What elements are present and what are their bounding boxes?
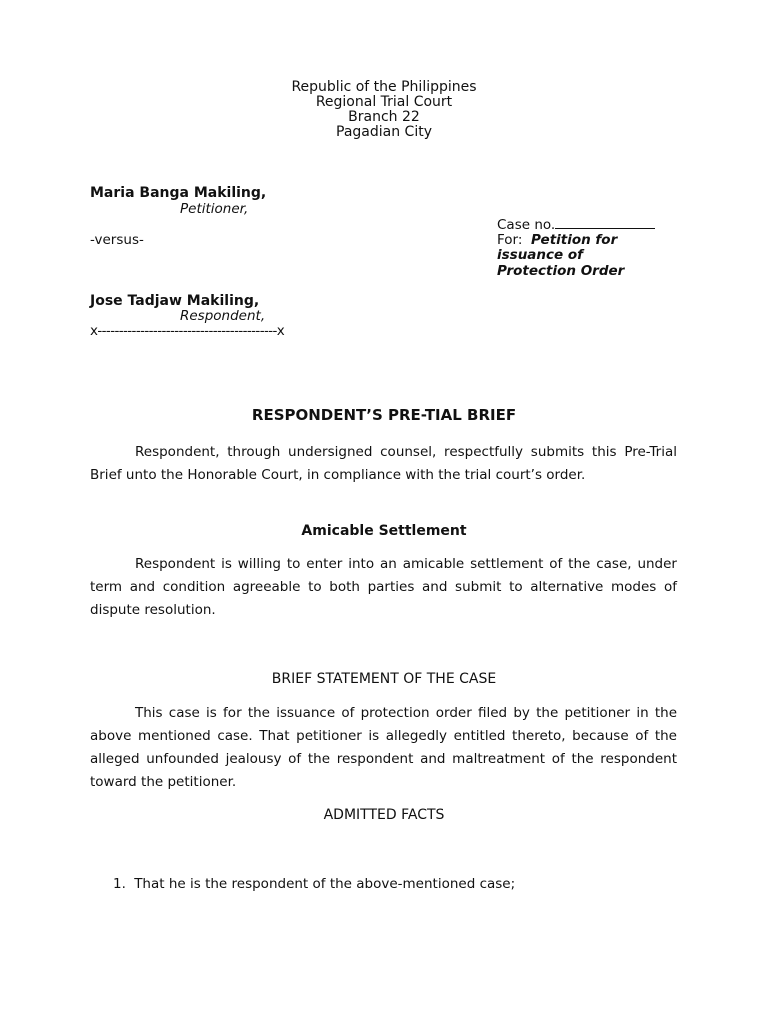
intro-paragraph: Respondent, through undersigned counsel, respectfully submits this Pre-Trial Brief unto the Honorable Court, in compliance with the trial court’s order.	[90, 444, 677, 483]
versus-label: -versus-	[90, 232, 144, 248]
header-city: Pagadian City	[336, 124, 432, 140]
for-line-1: Petition for	[531, 232, 618, 248]
document-title: RESPONDENT’S PRE-TIAL BRIEF	[251, 406, 517, 424]
caption-separator: x------------------------------------------x	[90, 323, 285, 339]
for-line-2: issuance of	[497, 247, 584, 263]
for-label: For:	[497, 232, 523, 248]
header-branch: Branch 22	[348, 109, 420, 125]
header-republic: Republic of the Philippines	[291, 79, 477, 95]
fact-text: That he is the respondent of the above-mentioned case;	[134, 876, 516, 892]
for-line-3: Protection Order	[497, 263, 625, 279]
respondent-name: Jose Tadjaw Makiling,	[90, 293, 260, 309]
amicable-paragraph: Respondent is willing to enter into an amicable settlement of the case, under term and condition agreeable to both parties and submit to alternative modes of dispute resolution.	[90, 556, 677, 618]
case-number-blank	[555, 216, 655, 229]
facts-heading: ADMITTED FACTS	[323, 807, 445, 823]
statement-heading: BRIEF STATEMENT OF THE CASE	[271, 671, 497, 687]
respondent-role: Respondent,	[180, 308, 266, 324]
petitioner-role: Petitioner,	[180, 201, 249, 217]
case-for	[497, 232, 617, 248]
fact-item	[113, 876, 515, 892]
header-court: Regional Trial Court	[315, 94, 453, 110]
statement-paragraph: This case is for the issuance of protection order filed by the petitioner in the above mentioned case. That petitioner is allegedly entitled thereto, because of the alleged unfounded jealousy of the respondent and maltreatment of the respondent toward the petitioner.	[90, 705, 677, 790]
case-number-label: Case no.	[497, 217, 556, 233]
case-number	[497, 216, 655, 233]
amicable-heading: Amicable Settlement	[301, 523, 467, 539]
petitioner-name: Maria Banga Makiling,	[90, 185, 267, 201]
fact-number: 1.	[113, 876, 126, 892]
